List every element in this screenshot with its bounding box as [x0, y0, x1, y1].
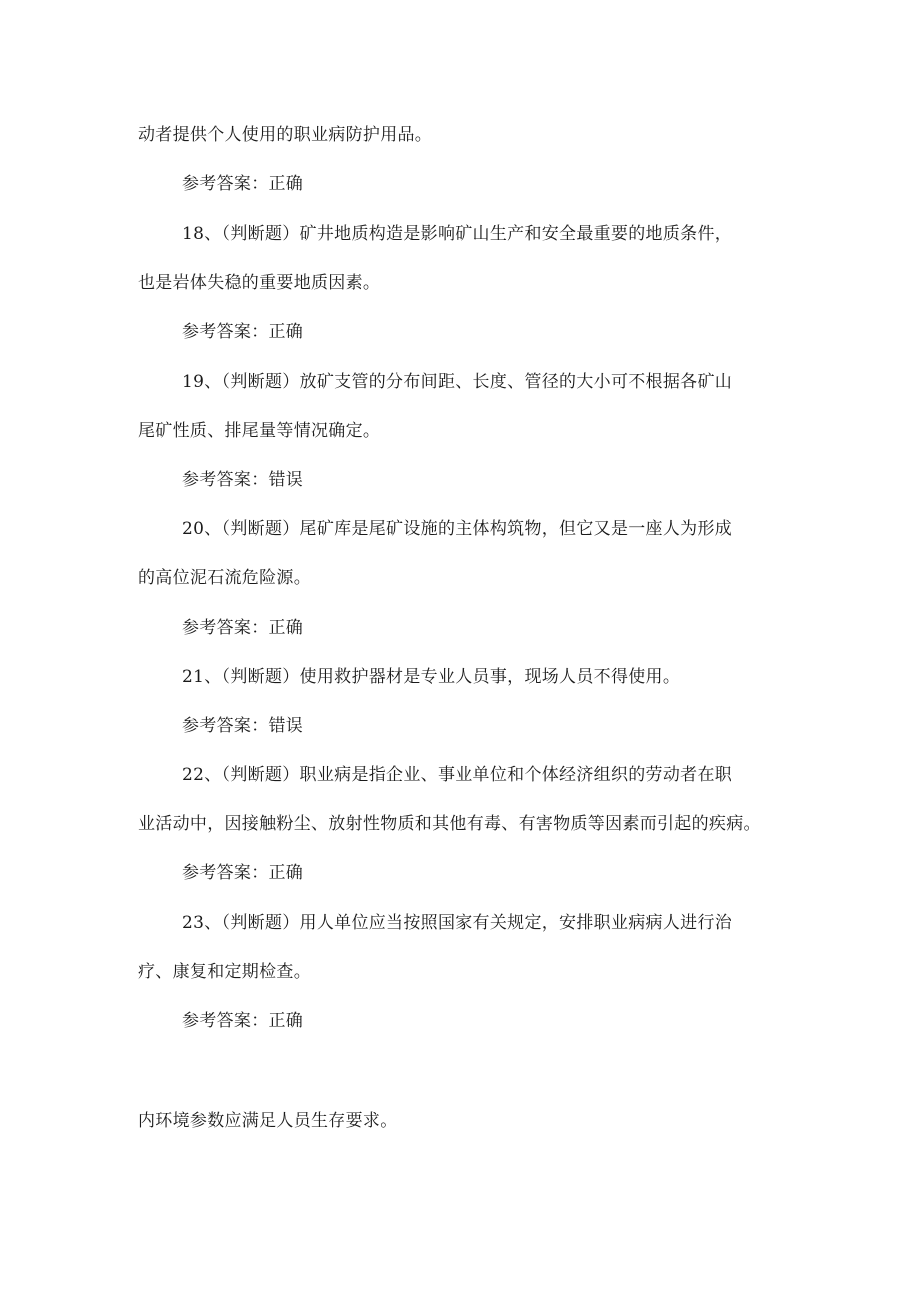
answer-value: 错误 [268, 716, 304, 736]
answer-label: 参考答案： [182, 1011, 269, 1031]
answer-line-21 [182, 715, 303, 737]
question-type: （判断题） [221, 667, 300, 687]
answer-line-18 [182, 321, 303, 343]
answer-line [182, 173, 303, 195]
answer-value: 正确 [268, 322, 304, 342]
question-type: （判断题） [221, 765, 300, 785]
answer-label: 参考答案： [182, 618, 269, 638]
question-19-line1 [182, 371, 732, 393]
question-type: （判断题） [221, 224, 300, 244]
question-22-line1 [182, 764, 732, 786]
question-text: 使用救护器材是专业人员事，现场人员不得使用。 [299, 667, 681, 687]
question-number: 20、 [182, 519, 222, 539]
question-number: 18、 [182, 224, 222, 244]
question-type: （判断题） [221, 372, 300, 392]
answer-value: 正确 [268, 618, 304, 638]
answer-label: 参考答案： [182, 322, 269, 342]
question-23-line2: 疗、康复和定期检查。 [138, 962, 311, 982]
question-text: 尾矿库是尾矿设施的主体构筑物，但它又是一座人为形成 [299, 519, 733, 539]
answer-line-22 [182, 862, 303, 884]
question-type: （判断题） [221, 913, 300, 933]
question-18-line1 [182, 223, 732, 245]
question-text: 放矿支管的分布间距、长度、管径的大小可不根据各矿山 [299, 372, 733, 392]
question-20-line1 [182, 518, 732, 540]
question-18-line2: 也是岩体失稳的重要地质因素。 [138, 273, 381, 293]
question-21-line1 [182, 666, 680, 688]
answer-line-20 [182, 617, 303, 639]
answer-value: 正确 [268, 1011, 304, 1031]
answer-value: 错误 [268, 470, 304, 490]
question-number: 21、 [182, 667, 222, 687]
answer-value: 正确 [268, 174, 304, 194]
question-type: （判断题） [221, 519, 300, 539]
question-number: 19、 [182, 372, 222, 392]
answer-label: 参考答案： [182, 470, 269, 490]
answer-value: 正确 [268, 863, 304, 883]
question-text: 用人单位应当按照国家有关规定，安排职业病病人进行治 [299, 913, 733, 933]
continuation-text-bottom: 内环境参数应满足人员生存要求。 [138, 1111, 398, 1131]
answer-label: 参考答案： [182, 863, 269, 883]
answer-label: 参考答案： [182, 174, 269, 194]
answer-label: 参考答案： [182, 716, 269, 736]
question-text: 职业病是指企业、事业单位和个体经济组织的劳动者在职 [299, 765, 733, 785]
continuation-text-top: 动者提供个人使用的职业病防护用品。 [138, 125, 433, 145]
question-19-line2: 尾矿性质、排尾量等情况确定。 [138, 421, 381, 441]
question-number: 22、 [182, 765, 222, 785]
answer-line-19 [182, 469, 303, 491]
question-number: 23、 [182, 913, 222, 933]
answer-line-23 [182, 1010, 303, 1032]
question-text: 矿井地质构造是影响矿山生产和安全最重要的地质条件， [299, 224, 733, 244]
question-20-line2: 的高位泥石流危险源。 [138, 568, 311, 588]
question-22-line2: 业活动中，因接触粉尘、放射性物质和其他有毒、有害物质等因素而引起的疾病。 [138, 814, 761, 834]
question-23-line1 [182, 912, 732, 934]
